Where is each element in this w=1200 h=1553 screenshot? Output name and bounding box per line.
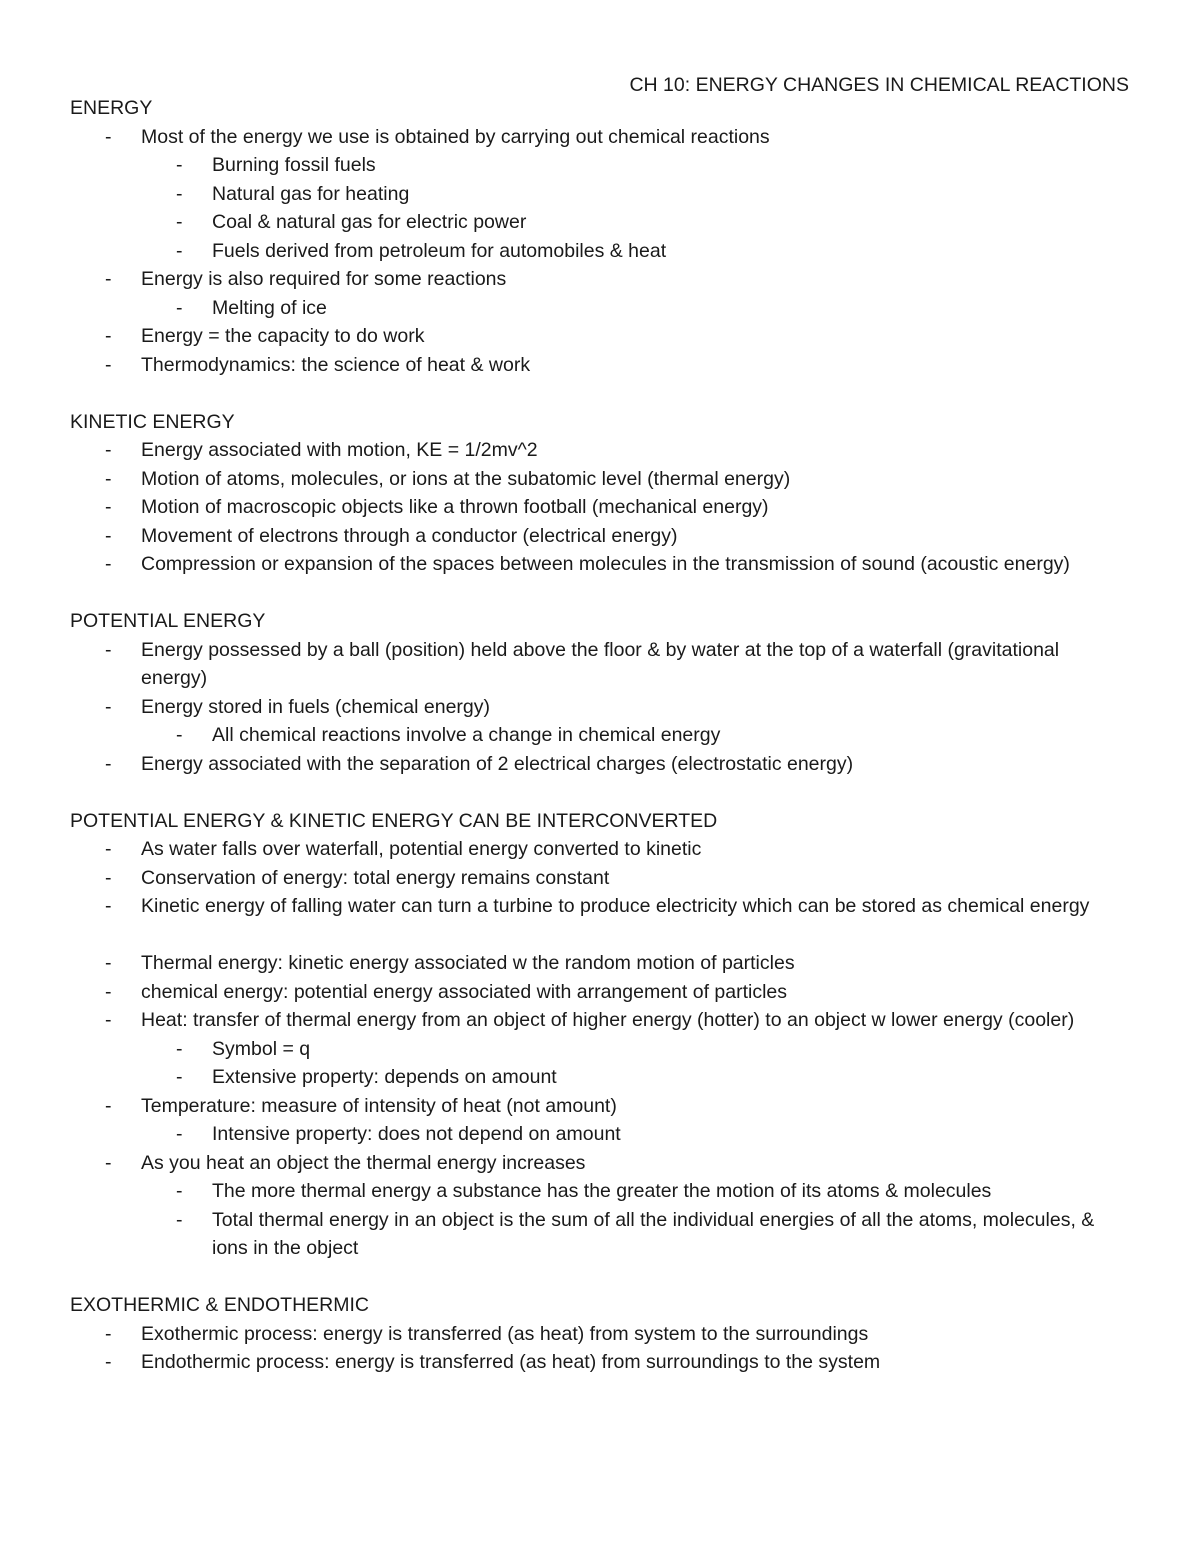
sub-bullet-list xyxy=(141,294,1130,323)
sub-bullet-list xyxy=(141,1120,1130,1149)
bullet-list xyxy=(70,636,1130,779)
bullet-text: Energy associated with motion, KE = 1/2mv^2 xyxy=(141,439,538,461)
bullet-text: Compression or expansion of the spaces between molecules in the transmission of sound (acoustic energy) xyxy=(141,553,1070,575)
bullet-text: Exothermic process: energy is transferred (as heat) from system to the surroundings xyxy=(141,1322,869,1345)
bullet-text: Energy stored in fuels (chemical energy) xyxy=(141,695,490,718)
bullet-text: Conservation of energy: total energy remains constant xyxy=(141,866,610,889)
dash-bullet-icon: - xyxy=(105,695,112,718)
dash-bullet-icon: - xyxy=(105,553,112,575)
dash-bullet-icon: - xyxy=(105,1094,112,1117)
bullet-text: As you heat an object the thermal energy increases xyxy=(141,1151,586,1174)
sub-bullet-text: Extensive property: depends on amount xyxy=(212,1066,557,1088)
sub-bullet-text: Natural gas for heating xyxy=(212,182,410,205)
sub-bullet-item xyxy=(141,294,1130,323)
bullet-item xyxy=(70,493,1130,522)
dash-bullet-icon: - xyxy=(176,211,183,233)
sub-bullet-item xyxy=(141,180,1130,209)
sub-bullet-item xyxy=(141,721,1130,750)
bullet-item xyxy=(70,1006,1130,1092)
dash-bullet-icon: - xyxy=(105,1322,112,1345)
bullet-item xyxy=(70,522,1130,551)
sub-bullet-item xyxy=(141,1177,1130,1206)
sub-bullet-item xyxy=(141,1035,1130,1064)
dash-bullet-icon: - xyxy=(105,1009,112,1031)
dash-bullet-icon: - xyxy=(105,125,112,148)
sub-bullet-text: Melting of ice xyxy=(212,296,327,319)
bullet-list xyxy=(70,835,1130,921)
sub-bullet-list xyxy=(141,721,1130,750)
dash-bullet-icon: - xyxy=(105,524,112,547)
section-heading: KINETIC ENERGY xyxy=(70,410,235,433)
dash-bullet-icon: - xyxy=(176,296,183,319)
bullet-text: Endothermic process: energy is transferred (as heat) from surroundings to the system xyxy=(141,1351,881,1373)
sub-bullet-item xyxy=(141,1206,1130,1263)
bullet-item xyxy=(70,436,1130,465)
bullet-item xyxy=(70,1149,1130,1263)
dash-bullet-icon: - xyxy=(105,980,112,1003)
dash-bullet-icon: - xyxy=(176,1037,183,1060)
sub-bullet-item xyxy=(141,151,1130,180)
bullet-text: Energy possessed by a ball (position) held above the floor & by water at the top of a waterfall (gravitational energy) xyxy=(141,638,1060,689)
bullet-text: Thermal energy: kinetic energy associated w the random motion of particles xyxy=(141,952,795,974)
bullet-text: Motion of macroscopic objects like a thrown football (mechanical energy) xyxy=(141,496,769,518)
bullet-text: Kinetic energy of falling water can turn a turbine to produce electricity which can be stored as chemical energy xyxy=(141,895,1090,917)
bullet-text: Energy associated with the separation of 2 electrical charges (electrostatic energy) xyxy=(141,752,854,775)
bullet-text: chemical energy: potential energy associated with arrangement of particles xyxy=(141,980,788,1003)
bullet-list xyxy=(70,949,1130,1263)
sub-bullet-list xyxy=(141,1177,1130,1263)
dash-bullet-icon: - xyxy=(105,496,112,518)
dash-bullet-icon: - xyxy=(105,353,112,376)
bullet-item xyxy=(70,265,1130,322)
bullet-item xyxy=(70,550,1130,579)
bullet-item xyxy=(70,322,1130,351)
sub-bullet-text: Coal & natural gas for electric power xyxy=(212,211,527,233)
sub-bullet-text: All chemical reactions involve a change in chemical energy xyxy=(212,724,721,746)
dash-bullet-icon: - xyxy=(105,838,112,860)
section-heading: POTENTIAL ENERGY xyxy=(70,610,266,632)
dash-bullet-icon: - xyxy=(176,154,183,176)
bullet-text: Thermodynamics: the science of heat & work xyxy=(141,353,531,376)
section xyxy=(70,1291,1130,1377)
sub-bullet-text: Fuels derived from petroleum for automobiles & heat xyxy=(212,239,667,262)
bullet-item xyxy=(70,123,1130,266)
bullet-item xyxy=(70,465,1130,494)
dash-bullet-icon: - xyxy=(176,239,183,262)
bullet-item xyxy=(70,949,1130,978)
bullet-item xyxy=(70,864,1130,893)
bullet-list xyxy=(70,1320,1130,1377)
bullet-item xyxy=(70,636,1130,693)
dash-bullet-icon: - xyxy=(105,1351,112,1373)
sub-bullet-text: The more thermal energy a substance has the greater the motion of its atoms & molecules xyxy=(212,1180,992,1202)
document-title: CH 10: ENERGY CHANGES IN CHEMICAL REACTIONS xyxy=(629,74,1129,96)
dash-bullet-icon: - xyxy=(176,1066,183,1088)
bullet-item xyxy=(70,750,1130,779)
dash-bullet-icon: - xyxy=(105,952,112,974)
section xyxy=(70,807,1130,1263)
section-heading: ENERGY xyxy=(70,97,153,119)
dash-bullet-icon: - xyxy=(176,182,183,205)
bullet-item xyxy=(70,1092,1130,1149)
bullet-text: Movement of electrons through a conductor (electrical energy) xyxy=(141,524,678,547)
section xyxy=(70,408,1130,579)
section xyxy=(70,94,1130,379)
dash-bullet-icon: - xyxy=(105,439,112,461)
dash-bullet-icon: - xyxy=(105,1151,112,1174)
dash-bullet-icon: - xyxy=(105,752,112,775)
sub-bullet-item xyxy=(141,1120,1130,1149)
bullet-text: Energy is also required for some reactions xyxy=(141,268,507,290)
document-body xyxy=(70,94,1130,1405)
bullet-list xyxy=(70,436,1130,579)
sub-bullet-list xyxy=(141,151,1130,265)
dash-bullet-icon: - xyxy=(176,724,183,746)
bullet-item xyxy=(70,892,1130,921)
blank-line xyxy=(70,921,1130,950)
dash-bullet-icon: - xyxy=(176,1180,183,1202)
dash-bullet-icon: - xyxy=(105,268,112,290)
sub-bullet-text: Intensive property: does not depend on amount xyxy=(212,1123,621,1145)
section xyxy=(70,607,1130,778)
bullet-list xyxy=(70,123,1130,380)
bullet-item xyxy=(70,1320,1130,1349)
dash-bullet-icon: - xyxy=(105,638,112,661)
dash-bullet-icon: - xyxy=(105,325,112,347)
sub-bullet-text: Symbol = q xyxy=(212,1037,311,1060)
sub-bullet-item xyxy=(141,208,1130,237)
section-heading: POTENTIAL ENERGY & KINETIC ENERGY CAN BE INTERCONVERTED xyxy=(70,809,718,832)
bullet-text: Most of the energy we use is obtained by carrying out chemical reactions xyxy=(141,125,770,148)
bullet-item xyxy=(70,351,1130,380)
sub-bullet-item xyxy=(141,1063,1130,1092)
bullet-item xyxy=(70,835,1130,864)
dash-bullet-icon: - xyxy=(176,1208,183,1231)
sub-bullet-text: Total thermal energy in an object is the sum of all the individual energies of all the atoms, molecules, & ions in the object xyxy=(212,1208,1095,1259)
bullet-item xyxy=(70,1348,1130,1377)
bullet-text: Heat: transfer of thermal energy from an object of higher energy (hotter) to an object w lower energy (cooler) xyxy=(141,1009,1075,1031)
bullet-text: Motion of atoms, molecules, or ions at the subatomic level (thermal energy) xyxy=(141,467,791,490)
dash-bullet-icon: - xyxy=(105,895,112,917)
bullet-item xyxy=(70,693,1130,750)
dash-bullet-icon: - xyxy=(105,866,112,889)
sub-bullet-item xyxy=(141,237,1130,266)
bullet-text: As water falls over waterfall, potential energy converted to kinetic xyxy=(141,838,702,860)
bullet-text: Energy = the capacity to do work xyxy=(141,325,425,347)
bullet-text: Temperature: measure of intensity of heat (not amount) xyxy=(141,1094,617,1117)
bullet-item xyxy=(70,978,1130,1007)
section-heading: EXOTHERMIC & ENDOTHERMIC xyxy=(70,1294,370,1316)
sub-bullet-list xyxy=(141,1035,1130,1092)
dash-bullet-icon: - xyxy=(176,1123,183,1145)
sub-bullet-text: Burning fossil fuels xyxy=(212,154,376,176)
dash-bullet-icon: - xyxy=(105,467,112,490)
